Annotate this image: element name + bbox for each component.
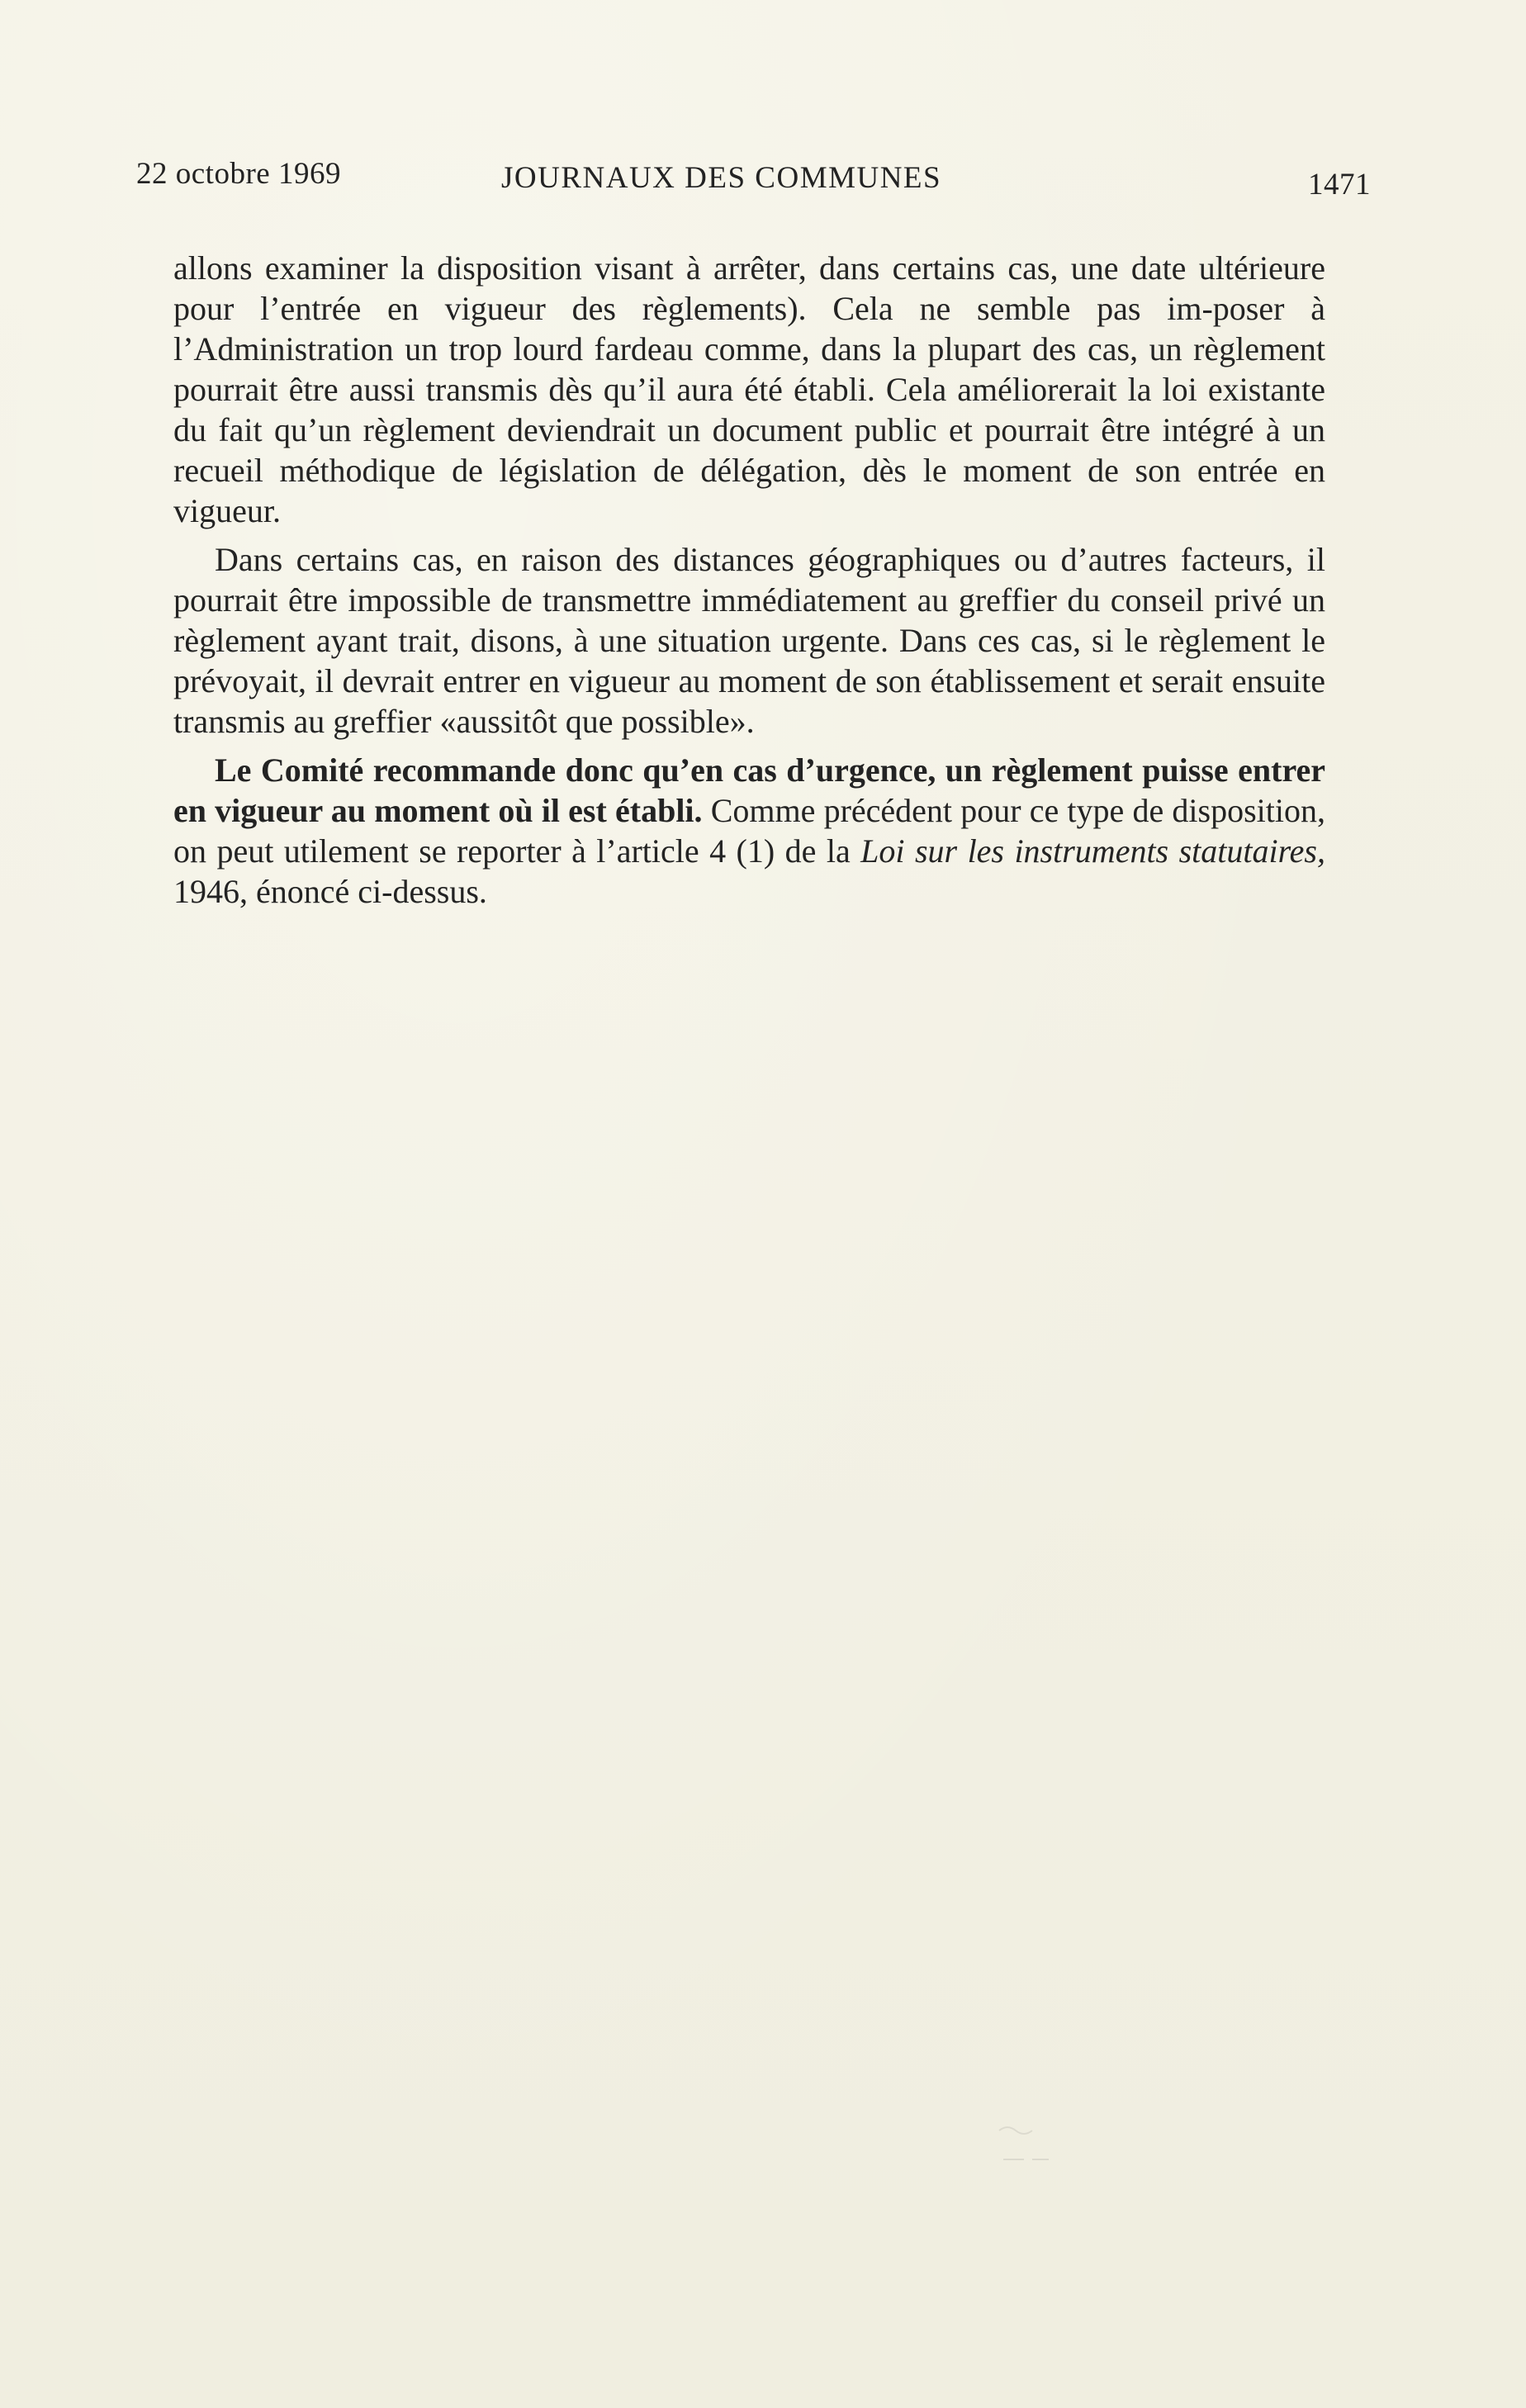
paragraph-2: Dans certains cas, en raison des distances géographiques ou d’autres facteurs, il pourrait être impossible de transmettre immédiatement au greffier du conseil privé un règlement ayant trait, disons, à une situation urgente. Dans ces cas, si le règlement le prévoyait, il devrait entrer en vigueur au moment de son établissement et serait ensuite transmis au greffier «aussitôt que possible». <box>173 541 1325 740</box>
running-header <box>136 153 1371 202</box>
header-journal-title: JOURNAUX DES COMMUNES <box>501 161 942 195</box>
body-text <box>173 248 1325 920</box>
paragraph-1: allons examiner la disposition visant à arrêter, dans certains cas, une date ultérieure pour l’entrée en vigueur des règlements). Cela ne semble pas im-poser à l’Administration un trop lourd fardeau comme, dans la plupart des cas, un règlement pourrait être aussi transmis dès qu’il aura été établi. Cela améliorerait la loi existante du fait qu’un règlement deviendrait un document public et pourrait être intégré à un recueil méthodique de législation de délégation, dès le moment de son entrée en vigueur. <box>173 249 1325 529</box>
paragraph-3-statute-title: Loi sur les instruments statutaires, <box>860 832 1325 870</box>
paragraph-3 <box>173 750 1325 912</box>
paragraph-3-recommendation: Le Comité recommande donc qu’en cas d’urgence, un règlement puisse entrer en vigueur au moment où il est établi. <box>173 751 1325 829</box>
header-date: 22 octobre 1969 <box>136 157 341 191</box>
paragraph-3-end: 1946, énoncé ci-dessus. <box>173 873 487 910</box>
paragraph-3-text: Comme précédent pour ce type de disposition, on peut utilement se reporter à l’article 4 (1) de la <box>173 792 1325 870</box>
header-page-number: 1471 <box>1308 168 1371 201</box>
bleed-through-mark <box>991 2114 1090 2180</box>
